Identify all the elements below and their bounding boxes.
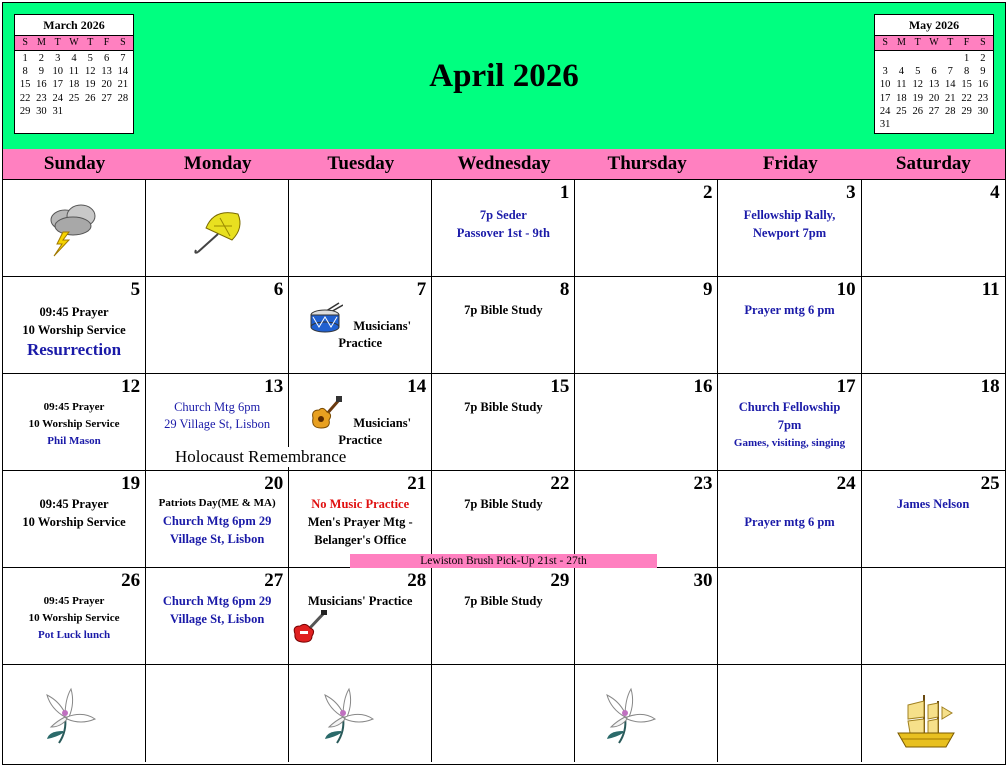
day-cell-empty[interactable] (862, 665, 1005, 762)
mini-calendar-date: 12 (912, 79, 923, 91)
weekday-header: Monday (183, 153, 252, 174)
day-cell-empty[interactable] (862, 568, 1005, 665)
mini-weekday: F (963, 37, 970, 48)
mini-calendar-date: 4 (898, 66, 905, 78)
day-cell-19[interactable] (3, 471, 146, 568)
day-number: 2 (702, 182, 713, 203)
day-number: 14 (407, 376, 427, 397)
mini-weekday: S (120, 37, 126, 48)
mini-calendar-next-month[interactable] (874, 14, 994, 134)
event-text: 09:45 Prayer (43, 595, 105, 607)
mini-calendar-date: 3 (55, 53, 61, 64)
event-text: 7pm (777, 418, 802, 432)
mini-calendar-date: 6 (931, 66, 937, 78)
mini-calendar-date: 29 (19, 105, 31, 117)
day-cell-20[interactable] (146, 471, 289, 568)
mini-calendar-date: 23 (36, 92, 47, 104)
weekday-header: Wednesday (457, 153, 551, 174)
mini-calendar-title: March 2026 (43, 18, 105, 32)
mini-weekday: T (914, 37, 921, 48)
mini-calendar-date: 9 (38, 66, 45, 78)
mini-calendar-date: 19 (912, 92, 923, 104)
mini-calendar-date: 1 (22, 53, 28, 64)
day-cell-empty[interactable] (718, 568, 861, 665)
day-cell-12[interactable] (3, 374, 146, 471)
day-number: 6 (273, 279, 284, 300)
holocaust-remembrance-banner[interactable]: Holocaust Remembrance (175, 447, 347, 466)
day-cell-9[interactable] (575, 277, 718, 374)
month-grid (3, 180, 1005, 762)
mini-calendar-date (926, 52, 942, 65)
mini-calendar-date: 14 (945, 79, 956, 91)
event-text: Village St, Lisbon (169, 612, 265, 626)
event-text: Church Fellowship (738, 400, 841, 414)
event-text: Musicians' (353, 416, 412, 430)
mini-calendar-date: 25 (896, 105, 907, 117)
event-text: Belanger's Office (314, 533, 407, 547)
event-text: 7p Bible Study (464, 400, 543, 414)
event-text: Musicians' (353, 319, 412, 333)
mini-calendar-date: 5 (87, 53, 93, 64)
day-number: 16 (693, 376, 713, 397)
sailing-ship-icon (894, 691, 958, 753)
day-number: 19 (121, 473, 141, 494)
event-text: Pot Luck lunch (37, 629, 111, 641)
mini-calendar-date: 21 (945, 92, 956, 104)
day-cell-8[interactable] (432, 277, 575, 374)
day-number: 29 (550, 570, 570, 591)
day-cell-empty[interactable] (289, 665, 432, 762)
mini-calendar-date: 30 (977, 105, 989, 117)
mini-calendar-date: 11 (896, 79, 907, 91)
electric-guitar-icon (292, 610, 328, 644)
event-text: Church Mtg 6pm 29 (162, 514, 272, 528)
day-cell-7[interactable] (289, 277, 432, 374)
mini-weekday: T (87, 37, 94, 48)
event-text: 7p Bible Study (464, 497, 543, 511)
mini-calendar-date: 28 (117, 92, 129, 104)
day-cell-17[interactable] (718, 374, 861, 471)
mini-calendar-date: 27 (928, 105, 940, 117)
mini-calendar-date: 2 (980, 53, 986, 64)
day-number: 26 (121, 570, 141, 591)
day-cell-16[interactable] (575, 374, 718, 471)
mini-calendar-date: 18 (68, 79, 80, 91)
day-cell-27[interactable] (146, 568, 289, 665)
calendar-page (2, 2, 1006, 765)
event-text: Prayer mtg 6 pm (744, 515, 835, 529)
mini-weekday: S (22, 37, 28, 48)
event-text: Resurrection (26, 340, 122, 359)
mini-calendar-date (910, 52, 926, 65)
day-number: 25 (980, 473, 1000, 494)
calendar-header (3, 3, 1005, 150)
mini-calendar-date: 9 (980, 66, 986, 78)
mini-calendar-date: 29 (961, 105, 972, 117)
day-cell-26[interactable] (3, 568, 146, 665)
event-text: Passover 1st - 9th (456, 226, 550, 240)
day-cell-1[interactable] (432, 180, 575, 277)
day-cell-3[interactable] (718, 180, 861, 277)
day-cell-empty[interactable] (289, 180, 432, 277)
mini-calendar-date: 8 (963, 66, 970, 78)
mini-weekday: S (882, 37, 888, 48)
mini-calendar-date: 22 (19, 92, 31, 104)
day-number: 18 (980, 376, 1000, 397)
day-cell-24[interactable] (718, 471, 861, 568)
mini-calendar-date: 15 (19, 79, 31, 91)
mini-calendar-date: 24 (879, 105, 891, 117)
mini-calendar-dates (875, 51, 993, 131)
mini-calendar-date: 21 (117, 79, 129, 91)
mini-calendar-date: 6 (103, 53, 110, 64)
day-cell-empty[interactable] (432, 665, 575, 762)
weekday-header: Thursday (607, 153, 687, 174)
weekday-header: Sunday (43, 153, 106, 174)
mini-calendar-date: 26 (912, 105, 923, 117)
lily-icon (321, 687, 377, 745)
mini-weekday: T (947, 37, 954, 48)
mini-calendar-date: 16 (977, 79, 989, 91)
mini-calendar-date: 10 (52, 66, 63, 78)
day-number: 10 (836, 279, 856, 300)
event-text: 09:45 Prayer (39, 497, 109, 511)
day-number: 1 (559, 182, 570, 203)
day-cell-18[interactable] (862, 374, 1005, 471)
event-text: 10 Worship Service (28, 612, 120, 624)
mini-calendar-date: 18 (896, 92, 907, 104)
mini-calendar-date: 28 (945, 105, 956, 117)
day-number: 11 (981, 279, 1000, 300)
mini-calendar-date: 17 (879, 92, 891, 104)
day-number: 23 (693, 473, 713, 494)
mini-calendar-date: 30 (36, 105, 47, 117)
event-text: James Nelson (896, 497, 970, 511)
event-text: Phil Mason (47, 435, 101, 447)
day-number: 12 (121, 376, 141, 397)
day-cell-empty[interactable] (3, 180, 146, 277)
day-cell-empty[interactable] (718, 665, 861, 762)
mini-calendar-date: 10 (879, 79, 891, 91)
mini-calendar-date: 22 (961, 92, 972, 104)
day-number: 15 (550, 376, 570, 397)
mini-calendar-date: 24 (52, 92, 63, 104)
mini-calendar-date: 8 (22, 66, 28, 78)
weekday-header: Tuesday (327, 153, 395, 174)
mini-calendar-date: 20 (928, 92, 940, 104)
mini-weekday: S (980, 37, 986, 48)
mini-calendar-title: May 2026 (908, 18, 960, 32)
brush-pickup-banner[interactable]: Lewiston Brush Pick-Up 21st - 27th (350, 554, 657, 568)
mini-calendar-date: 5 (915, 66, 921, 78)
mini-weekday: W (69, 37, 79, 48)
day-number: 20 (264, 473, 284, 494)
mini-calendar-date: 17 (52, 79, 63, 91)
day-number: 4 (990, 182, 1000, 203)
mini-calendar-date: 13 (101, 66, 112, 78)
mini-calendar-date: 4 (71, 53, 77, 64)
day-number: 7 (416, 279, 427, 300)
day-cell-2[interactable] (575, 180, 718, 277)
day-number: 30 (693, 570, 713, 591)
day-number: 28 (407, 570, 427, 591)
mini-calendar-date: 2 (38, 53, 45, 64)
event-text: Men's Prayer Mtg - (307, 515, 413, 529)
mini-calendar-date: 27 (101, 92, 112, 104)
mini-calendar-date: 31 (52, 105, 63, 117)
day-number: 22 (550, 473, 570, 494)
umbrella-icon (192, 206, 248, 256)
day-cell-empty[interactable] (146, 665, 289, 762)
event-text: Patriots Day(ME & MA) (158, 497, 276, 509)
day-cell-15[interactable] (432, 374, 575, 471)
day-cell-10[interactable] (718, 277, 861, 374)
lily-icon (43, 687, 99, 745)
mini-calendar-date: 15 (961, 79, 972, 91)
mini-weekday: M (896, 37, 906, 48)
event-text: Church Mtg 6pm 29 (162, 594, 272, 608)
event-text: 7p Bible Study (464, 303, 543, 317)
day-cell-6[interactable] (146, 277, 289, 374)
mini-calendar-weekday-row (875, 35, 993, 51)
mini-weekday: T (54, 37, 61, 48)
mini-calendar-dates (15, 51, 133, 118)
day-number: 3 (846, 182, 856, 203)
event-text: Fellowship Rally, (743, 208, 836, 222)
day-number: 13 (264, 376, 284, 397)
day-cell-empty[interactable] (3, 665, 146, 762)
storm-cloud-icon (45, 202, 103, 258)
event-text: Newport 7pm (752, 226, 827, 240)
day-cell-5[interactable] (3, 277, 146, 374)
day-cell-25[interactable] (862, 471, 1005, 568)
event-text: 09:45 Prayer (39, 305, 109, 319)
day-number: 17 (836, 376, 856, 397)
mini-weekday: M (36, 37, 46, 48)
day-cell-empty[interactable] (575, 665, 718, 762)
event-text: 7p Seder (479, 208, 527, 222)
event-text: 10 Worship Service (28, 418, 120, 430)
mini-calendar-weekday-row (15, 35, 133, 51)
day-number: 27 (264, 570, 284, 591)
day-number: 8 (559, 279, 570, 300)
mini-weekday: F (103, 37, 110, 48)
event-text: Games, visiting, singing (733, 437, 846, 449)
day-cell-11[interactable] (862, 277, 1005, 374)
day-cell-empty[interactable] (146, 180, 289, 277)
mini-calendar-date: 13 (928, 79, 940, 91)
event-text: Musicians' Practice (307, 594, 413, 608)
day-number: 9 (702, 279, 713, 300)
event-text: 10 Worship Service (22, 515, 126, 529)
month-title: April 2026 (429, 58, 579, 94)
mini-calendar-date: 25 (68, 92, 80, 104)
event-text: 7p Bible Study (464, 594, 543, 608)
mini-calendar-date: 7 (120, 53, 126, 64)
mini-calendar-date: 14 (117, 66, 129, 78)
event-text: Church Mtg 6pm (174, 400, 261, 414)
event-text: No Music Practice (311, 497, 410, 511)
day-cell-28[interactable] (289, 568, 432, 665)
day-number: 24 (836, 473, 856, 494)
mini-calendar-date: 16 (36, 79, 47, 91)
day-cell-4[interactable] (862, 180, 1005, 277)
weekday-header: Saturday (895, 153, 971, 174)
mini-calendar-date: 1 (963, 53, 970, 64)
lily-icon (603, 687, 659, 745)
day-cell-30[interactable] (575, 568, 718, 665)
mini-calendar-date: 19 (85, 79, 96, 91)
mini-calendar-date: 31 (879, 119, 891, 131)
event-text: Village St, Lisbon (169, 532, 265, 546)
mini-calendar-date: 20 (101, 79, 112, 91)
event-text: 09:45 Prayer (43, 401, 105, 413)
event-text: 10 Worship Service (22, 323, 126, 337)
weekday-header-row (3, 149, 1005, 180)
mini-weekday: W (929, 37, 939, 48)
mini-calendar-date: 3 (882, 66, 888, 78)
mini-calendar-date (893, 52, 909, 65)
event-text: Prayer mtg 6 pm (744, 303, 835, 317)
day-number: 5 (130, 279, 141, 300)
event-text: Practice (338, 433, 383, 447)
mini-calendar-prev-month[interactable] (14, 14, 134, 134)
event-text: 29 Village St, Lisbon (164, 417, 271, 431)
mini-calendar-date: 12 (85, 66, 96, 78)
day-number: 21 (407, 473, 427, 494)
weekday-header: Friday (762, 153, 818, 174)
mini-calendar-date (877, 52, 893, 65)
mini-calendar-date (942, 52, 958, 65)
mini-calendar-date: 23 (977, 92, 989, 104)
mini-calendar-date: 7 (947, 66, 953, 78)
event-text: Practice (338, 336, 383, 350)
mini-calendar-date: 11 (68, 66, 80, 78)
day-cell-29[interactable] (432, 568, 575, 665)
mini-calendar-date: 26 (85, 92, 96, 104)
